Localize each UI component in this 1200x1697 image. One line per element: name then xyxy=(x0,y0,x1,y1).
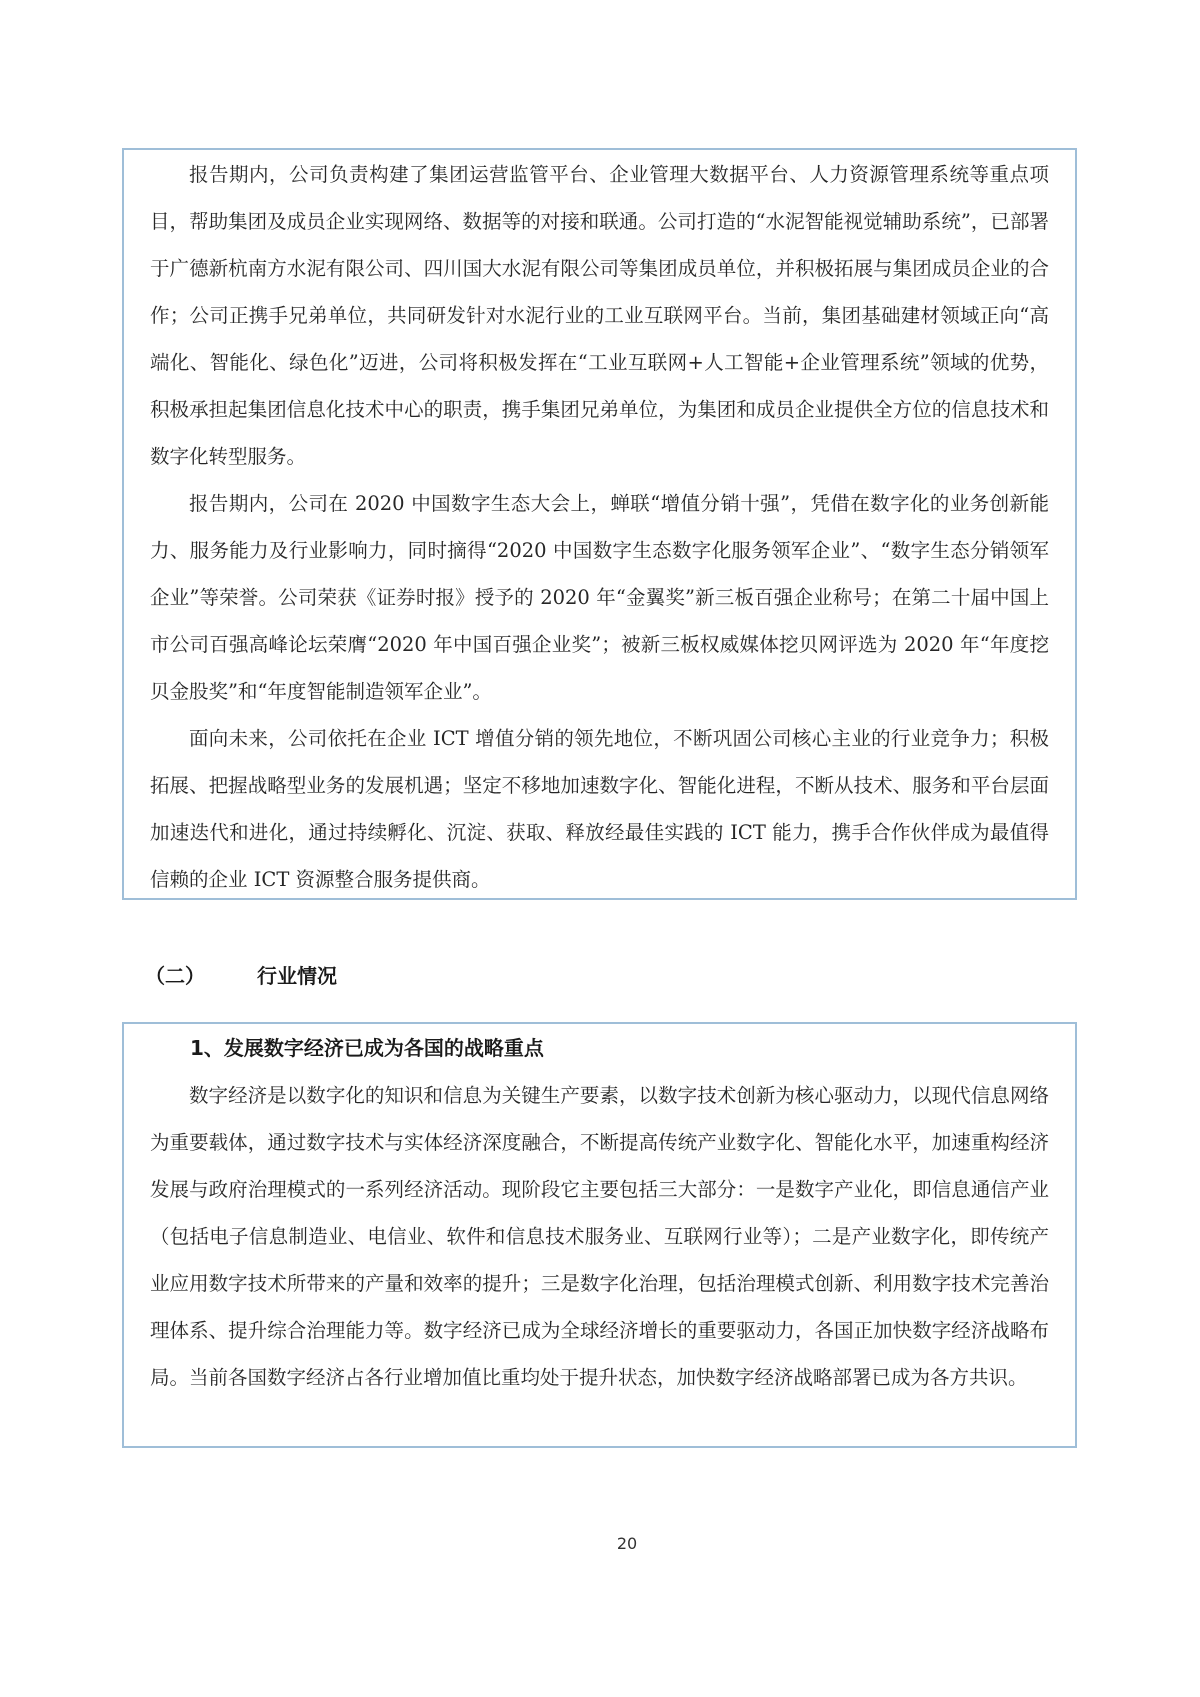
section-heading xyxy=(145,962,337,990)
paragraph-company-awards: 报告期内，公司在 2020 中国数字生态大会上，蝉联“增值分销十强”，凭借在数字化的业务创新能力、服务能力及行业影响力，同时摘得“2020 中国数字生态数字化服务领军企业”、“数字生态分销领军企业”等荣誉。公司荣获《证券时报》授予的 2020 年“金翼奖”新三板百强企业称号；在第二十届中国上市公司百强高峰论坛荣膺“2020 年中国百强企业奖”；被新三板权威媒体挖贝网评选为 2020 年“年度挖贝金股奖”和“年度智能制造领军企业”。 xyxy=(150,492,1049,703)
section-heading-numbering: （二） xyxy=(145,964,205,988)
section-heading-title: 行业情况 xyxy=(257,964,337,988)
subsection-heading-digital-economy: 1、发展数字经济已成为各国的战略重点 xyxy=(190,1036,544,1060)
paragraph-company-outlook: 面向未来，公司依托在企业 ICT 增值分销的领先地位，不断巩固公司核心主业的行业竞争力；积极拓展、把握战略型业务的发展机遇；坚定不移地加速数字化、智能化进程，不断从技术、服务和平台层面加速迭代和进化，通过持续孵化、沉淀、获取、释放经最佳实践的 ICT 能力，携手合作伙伴成为最值得信赖的企业 ICT 资源整合服务提供商。 xyxy=(150,727,1049,891)
report-summary-text-box xyxy=(122,148,1077,900)
paragraph-company-projects: 报告期内，公司负责构建了集团运营监管平台、企业管理大数据平台、人力资源管理系统等重点项目，帮助集团及成员企业实现网络、数据等的对接和联通。公司打造的“水泥智能视觉辅助系统”，已部署于广德新杭南方水泥有限公司、四川国大水泥有限公司等集团成员单位，并积极拓展与集团成员企业的合作；公司正携手兄弟单位，共同研发针对水泥行业的工业互联网平台。当前，集团基础建材领域正向“高端化、智能化、绿色化”迈进，公司将积极发挥在“工业互联网+人工智能+企业管理系统”领域的优势，积极承担起集团信息化技术中心的职责，携手集团兄弟单位，为集团和成员企业提供全方位的信息技术和数字化转型服务。 xyxy=(150,163,1049,468)
page-number: 20 xyxy=(616,1534,638,1553)
paragraph-digital-economy: 数字经济是以数字化的知识和信息为关键生产要素，以数字技术创新为核心驱动力，以现代信息网络为重要载体，通过数字技术与实体经济深度融合，不断提高传统产业数字化、智能化水平，加速重构经济发展与政府治理模式的一系列经济活动。现阶段它主要包括三大部分：一是数字产业化，即信息通信产业（包括电子信息制造业、电信业、软件和信息技术服务业、互联网行业等）；二是产业数字化，即传统产业应用数字技术所带来的产量和效率的提升；三是数字化治理，包括治理模式创新、利用数字技术完善治理体系、提升综合治理能力等。数字经济已成为全球经济增长的重要驱动力，各国正加快数字经济战略布局。当前各国数字经济占各行业增加值比重均处于提升状态，加快数字经济战略部署已成为各方共识。 xyxy=(150,1084,1049,1389)
industry-overview-text-box xyxy=(122,1022,1077,1448)
